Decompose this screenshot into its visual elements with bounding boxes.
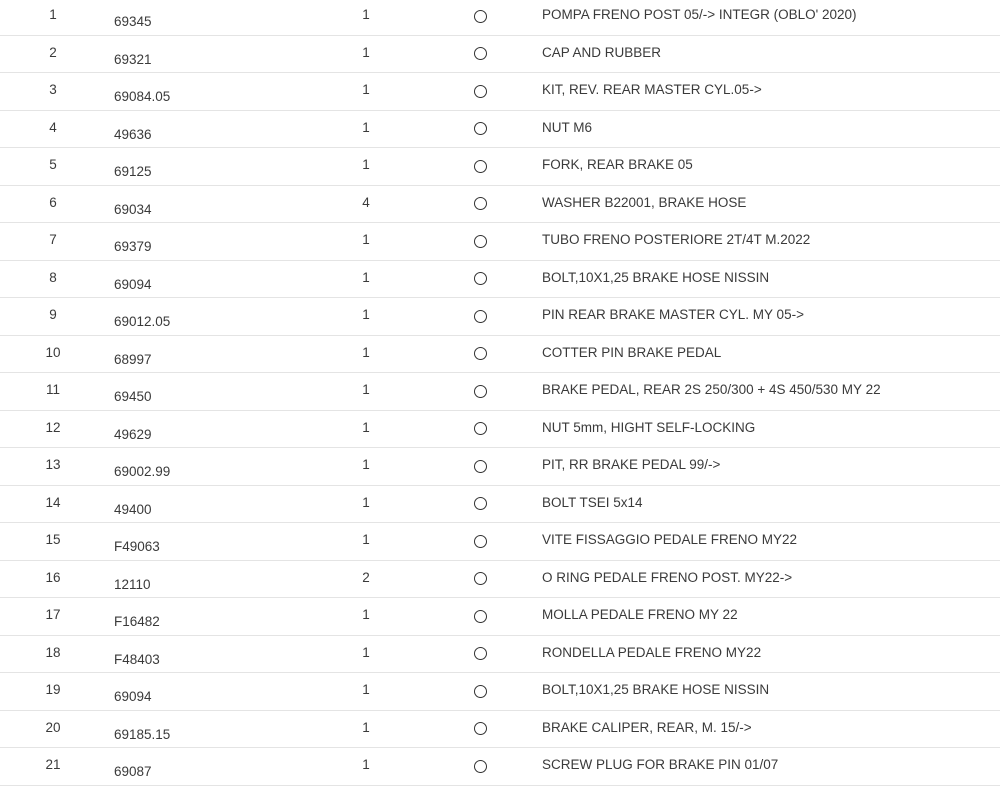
select-radio-icon[interactable] [474,47,487,60]
part-description: PIT, RR BRAKE PEDAL 99/-> [542,457,721,472]
position-number: 13 [45,457,61,472]
part-description: VITE FISSAGGIO PEDALE FRENO MY22 [542,532,798,547]
table-row [0,0,1000,36]
table-row [0,561,1000,599]
part-code: 69002.99 [114,464,171,479]
table-row [0,448,1000,486]
quantity: 1 [362,682,370,697]
select-radio-icon[interactable] [474,310,487,323]
part-description: BOLT,10X1,25 BRAKE HOSE NISSIN [542,269,770,285]
part-code: 69034 [114,201,152,217]
select-radio-icon[interactable] [474,535,487,548]
part-description: FORK, REAR BRAKE 05 [542,157,693,172]
select-radio-icon[interactable] [474,85,487,98]
quantity: 1 [362,719,370,735]
select-radio-icon[interactable] [474,722,487,735]
table-row [0,111,1000,149]
part-code: 69125 [114,164,152,179]
part-description: BOLT,10X1,25 BRAKE HOSE NISSIN [542,682,770,697]
part-description: O RING PEDALE FRENO POST. MY22-> [542,569,793,585]
position-number: 6 [49,194,57,210]
part-code: 68997 [114,351,152,367]
quantity: 1 [362,382,370,397]
position-number: 16 [45,569,61,585]
part-code: 69087 [114,764,152,779]
table-row [0,186,1000,224]
position-number: 2 [49,44,57,60]
part-description: BRAKE PEDAL, REAR 2S 250/300 + 4S 450/530 MY 22 [542,382,881,397]
part-code: F49063 [114,539,160,554]
position-number: 3 [49,82,57,97]
position-number: 11 [45,382,60,397]
part-description: RONDELLA PEDALE FRENO MY22 [542,644,762,660]
table-row [0,223,1000,261]
quantity: 1 [362,457,370,472]
quantity: 1 [362,494,370,510]
table-row [0,298,1000,336]
select-radio-icon[interactable] [474,572,487,585]
quantity: 1 [362,344,370,360]
quantity: 1 [362,7,370,22]
position-number: 12 [45,419,61,435]
part-description: POMPA FRENO POST 05/-> INTEGR (OBLO' 2020) [542,7,857,22]
select-radio-icon[interactable] [474,10,487,23]
quantity: 1 [362,757,370,772]
part-code: 69379 [114,239,152,254]
quantity: 1 [362,82,370,97]
part-description: MOLLA PEDALE FRENO MY 22 [542,607,738,622]
part-code: 69450 [114,389,152,404]
part-description: WASHER B22001, BRAKE HOSE [542,194,747,210]
position-number: 7 [49,232,57,247]
quantity: 1 [362,232,370,247]
table-row [0,373,1000,411]
part-code: 49636 [114,126,152,142]
select-radio-icon[interactable] [474,197,487,210]
table-row [0,36,1000,74]
part-description: PIN REAR BRAKE MASTER CYL. MY 05-> [542,307,804,322]
part-code: F48403 [114,651,160,667]
position-number: 17 [45,607,61,622]
position-number: 19 [45,682,61,697]
quantity: 1 [362,419,370,435]
quantity: 1 [362,269,370,285]
select-radio-icon[interactable] [474,160,487,173]
part-code: 69094 [114,276,152,292]
part-description: TUBO FRENO POSTERIORE 2T/4T M.2022 [542,232,811,247]
position-number: 5 [49,157,57,172]
quantity: 1 [362,44,370,60]
table-row [0,636,1000,674]
part-description: COTTER PIN BRAKE PEDAL [542,344,722,360]
quantity: 1 [362,644,370,660]
select-radio-icon[interactable] [474,760,487,773]
part-code: 69012.05 [114,314,171,329]
table-row [0,523,1000,561]
part-description: CAP AND RUBBER [542,44,662,60]
position-number: 8 [49,269,57,285]
position-number: 18 [45,644,61,660]
part-description: NUT M6 [542,119,593,135]
table-row [0,336,1000,374]
select-radio-icon[interactable] [474,497,487,510]
select-radio-icon[interactable] [474,385,487,398]
position-number: 1 [49,7,57,22]
position-number: 10 [45,344,61,360]
position-number: 20 [45,719,61,735]
part-code: 49400 [114,501,152,517]
select-radio-icon[interactable] [474,122,487,135]
quantity: 1 [362,532,370,547]
table-row [0,148,1000,186]
quantity: 2 [362,569,370,585]
part-code: 12110 [114,576,151,592]
part-description: SCREW PLUG FOR BRAKE PIN 01/07 [542,757,779,772]
part-code: 49629 [114,426,152,442]
part-code: 69094 [114,689,152,704]
table-row [0,411,1000,449]
position-number: 14 [45,494,61,510]
quantity: 1 [362,307,370,322]
part-description: BRAKE CALIPER, REAR, M. 15/-> [542,719,752,735]
table-row [0,748,1000,786]
part-code: F16482 [114,614,160,629]
table-row [0,598,1000,636]
table-row [0,711,1000,749]
quantity: 4 [362,194,370,210]
select-radio-icon[interactable] [474,272,487,285]
position-number: 9 [49,307,57,322]
select-radio-icon[interactable] [474,610,487,623]
part-description: KIT, REV. REAR MASTER CYL.05-> [542,82,762,97]
table-row [0,673,1000,711]
quantity: 1 [362,119,370,135]
select-radio-icon[interactable] [474,235,487,248]
select-radio-icon[interactable] [474,460,487,473]
position-number: 4 [49,119,57,135]
position-number: 21 [45,757,61,772]
part-description: BOLT TSEI 5x14 [542,494,643,510]
table-row [0,261,1000,299]
part-code: 69084.05 [114,89,171,104]
select-radio-icon[interactable] [474,422,487,435]
select-radio-icon[interactable] [474,685,487,698]
position-number: 15 [45,532,61,547]
quantity: 1 [362,157,370,172]
select-radio-icon[interactable] [474,347,487,360]
table-row [0,73,1000,111]
select-radio-icon[interactable] [474,647,487,660]
part-description: NUT 5mm, HIGHT SELF-LOCKING [542,419,756,435]
part-code: 69321 [114,51,152,67]
quantity: 1 [362,607,370,622]
table-row [0,486,1000,524]
part-code: 69185.15 [114,726,171,742]
part-code: 69345 [114,14,152,29]
